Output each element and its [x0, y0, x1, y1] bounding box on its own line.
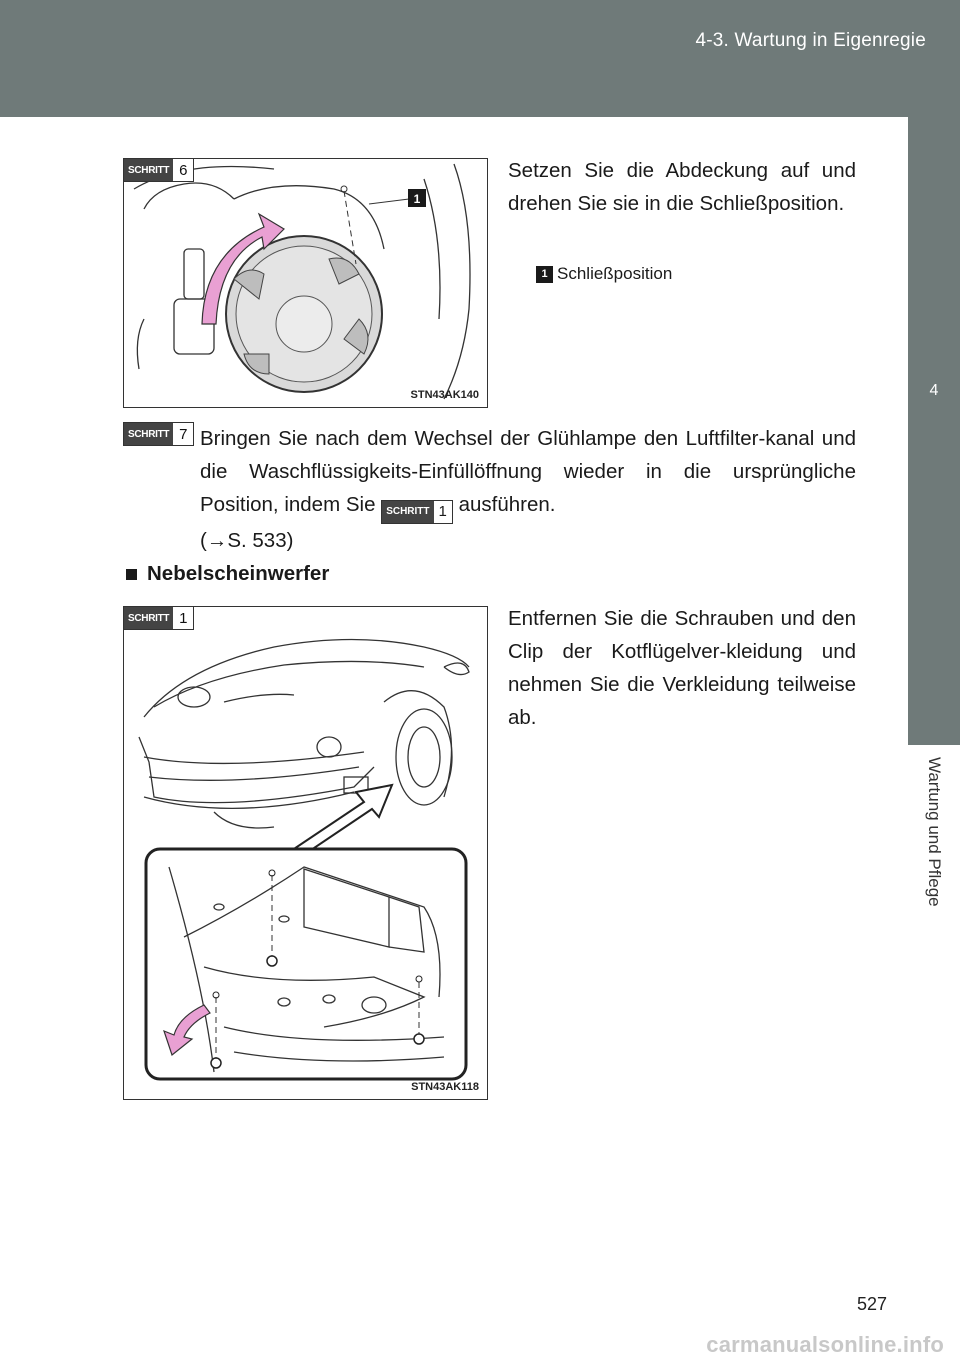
figure-code: STN43AK140 [410, 389, 479, 401]
figure-headlight-cover [123, 158, 488, 408]
chapter-side-tab [908, 117, 960, 745]
page-reference: (→S. 533) [200, 528, 294, 552]
step-number: 6 [179, 161, 188, 179]
callout-1-marker: 1 [413, 192, 421, 206]
step-6-text: Setzen Sie die Abdeckung auf und drehen Sie sie in die Schließposition. [508, 159, 856, 215]
watermark: carmanualsonline.info [706, 1332, 944, 1357]
headlight-cover-illustration [124, 159, 487, 407]
step-number: 7 [179, 425, 188, 443]
callout-1-box: 1 [536, 266, 553, 283]
section-title: Nebelscheinwerfer [147, 562, 330, 585]
header-bar [0, 0, 960, 117]
fender-liner-illustration [124, 607, 487, 1099]
step-number: 1 [179, 609, 188, 627]
figure-fender-liner [123, 606, 488, 1100]
step-label: SCHRITT [124, 423, 173, 445]
inline-step-badge-1 [381, 500, 453, 524]
step-badge-6 [123, 158, 194, 182]
callout-legend [536, 264, 672, 284]
callout-1-label: Schließposition [557, 264, 673, 283]
step-badge-1 [123, 606, 194, 630]
bullet-square-icon [126, 569, 137, 580]
chapter-number: 4 [929, 382, 939, 399]
chapter-side-label: Wartung und Pflege [925, 757, 944, 907]
step-label: SCHRITT [124, 607, 173, 629]
step-number: 1 [438, 503, 447, 520]
section-heading [126, 562, 329, 586]
page-number: 527 [857, 1294, 888, 1314]
step-badge-7 [123, 422, 194, 446]
step-1-text: Entfernen Sie die Schrauben und den Clip der Kotflügelver-kleidung und nehmen Sie die Verkleidung teilweise ab. [508, 607, 856, 729]
step-label: SCHRITT [124, 159, 173, 181]
chapter-title: 4-3. Wartung in Eigenregie [695, 30, 926, 51]
figure-code: STN43AK118 [411, 1081, 479, 1093]
step-7-text [200, 422, 856, 557]
step-7-text-after: ausführen. [458, 493, 556, 516]
step-label: SCHRITT [382, 501, 433, 523]
step-7-text-before: Bringen Sie nach dem Wechsel der Glühlampe den Luftfilter-kanal und die Waschflüssigkeits-Einfüllöffnung wieder in die ursprüngliche Position, indem Sie [200, 427, 856, 516]
